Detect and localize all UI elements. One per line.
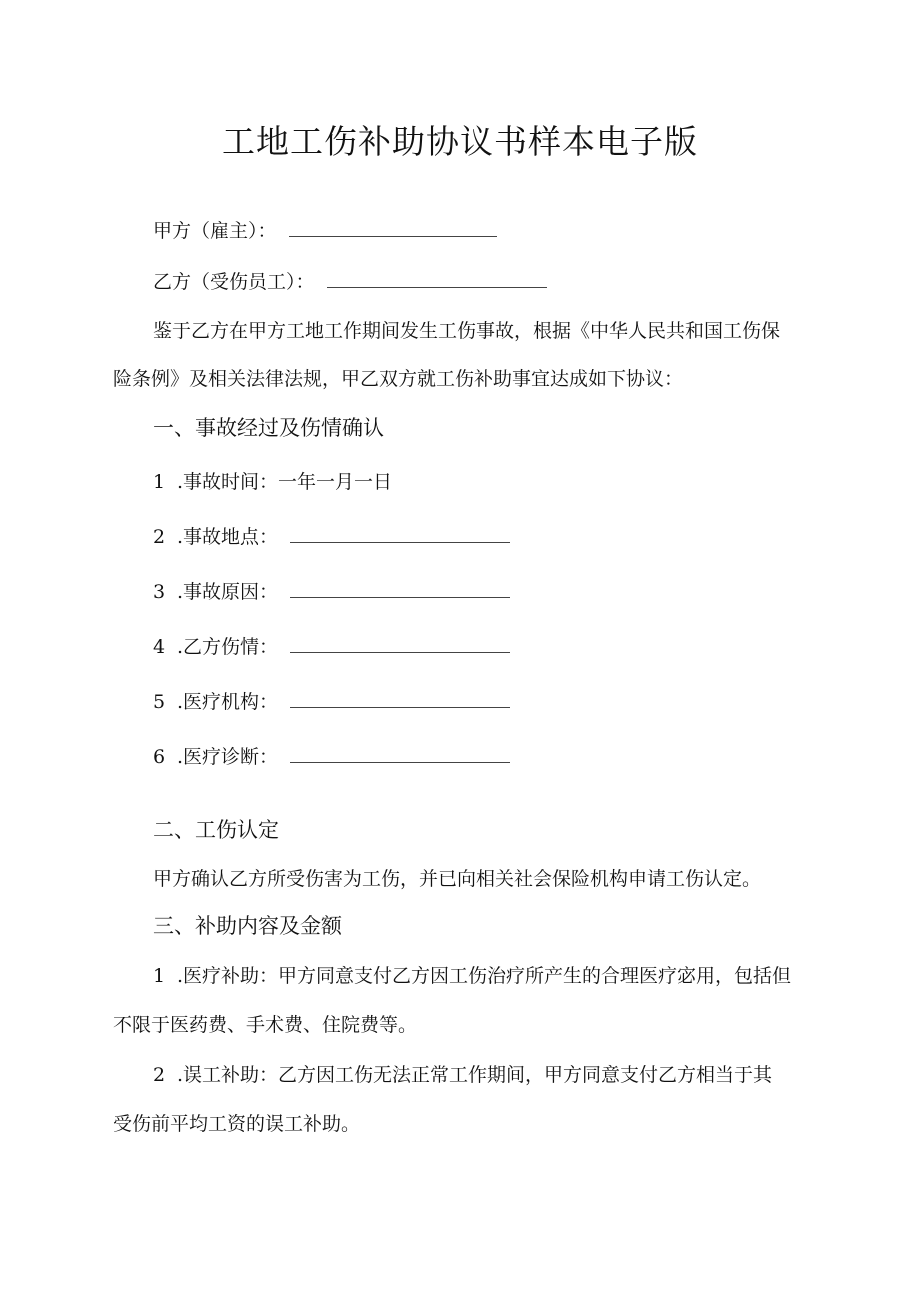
section1-item-3 (153, 579, 510, 605)
item-label: .事故时间：一年一月一日 (177, 471, 393, 493)
item-label: .事故地点： (177, 526, 279, 548)
item-text: .医疗补助：甲方同意支付乙方因工伤治疗所产生的合理医疗宓用，包括但 (177, 965, 792, 987)
section2-heading: 二、工伤认定 (153, 818, 279, 842)
party-a-label: 甲方（雇主）： (153, 220, 277, 242)
accident-location-blank[interactable] (290, 528, 510, 543)
section3-item1-line2: 不限于医药费、手术费、住院费等。 (113, 1014, 418, 1036)
section3-item2-line1 (153, 1062, 772, 1088)
section2-body: 甲方确认乙方所受伤害为工伤，并已向相关社会保险机构申请工伤认定。 (153, 868, 762, 890)
party-b-line (153, 269, 547, 295)
party-a-line (153, 218, 497, 244)
item-label: .医疗诊断： (177, 746, 279, 768)
section1-item-1 (153, 469, 392, 495)
intro-line-2: 险条例》及相关法律法规，甲乙双方就工伤补助事宜达成如下协议： (113, 368, 684, 390)
item-number: 1 (153, 471, 166, 493)
party-b-blank[interactable] (327, 273, 547, 288)
document-title: 工地工伤补助协议书样本电子版 (222, 122, 698, 161)
section1-item-5 (153, 689, 510, 715)
item-label: .医疗机构： (177, 691, 279, 713)
item-text: .误工补助：乙方因工伤无法正常工作期间，甲方同意支付乙方相当于其 (177, 1064, 773, 1086)
item-number: 1 (153, 965, 166, 987)
item-number: 3 (153, 581, 166, 603)
section3-heading: 三、补助内容及金额 (153, 914, 342, 938)
item-label: .乙方伤情： (177, 636, 279, 658)
item-number: 2 (153, 1064, 166, 1086)
section1-heading: 一、事故经过及伤情确认 (153, 416, 384, 440)
section3-item2-line2: 受伤前平均工资的误工补助。 (113, 1113, 361, 1135)
intro-line-1: 鉴于乙方在甲方工地工作期间发生工伤事故，根据《中华人民共和国工伤保 (153, 320, 781, 342)
party-a-blank[interactable] (289, 222, 497, 237)
medical-institution-blank[interactable] (290, 693, 510, 708)
section3-item1-line1 (153, 963, 791, 989)
item-number: 5 (153, 691, 166, 713)
section1-item-4 (153, 634, 510, 660)
item-label: .事故原因： (177, 581, 279, 603)
medical-diagnosis-blank[interactable] (290, 748, 510, 763)
item-number: 4 (153, 636, 166, 658)
accident-cause-blank[interactable] (290, 583, 510, 598)
item-number: 6 (153, 746, 166, 768)
section1-item-6 (153, 744, 510, 770)
injury-blank[interactable] (290, 638, 510, 653)
party-b-label: 乙方（受伤员工）： (153, 271, 315, 293)
item-number: 2 (153, 526, 166, 548)
section1-item-2 (153, 524, 510, 550)
